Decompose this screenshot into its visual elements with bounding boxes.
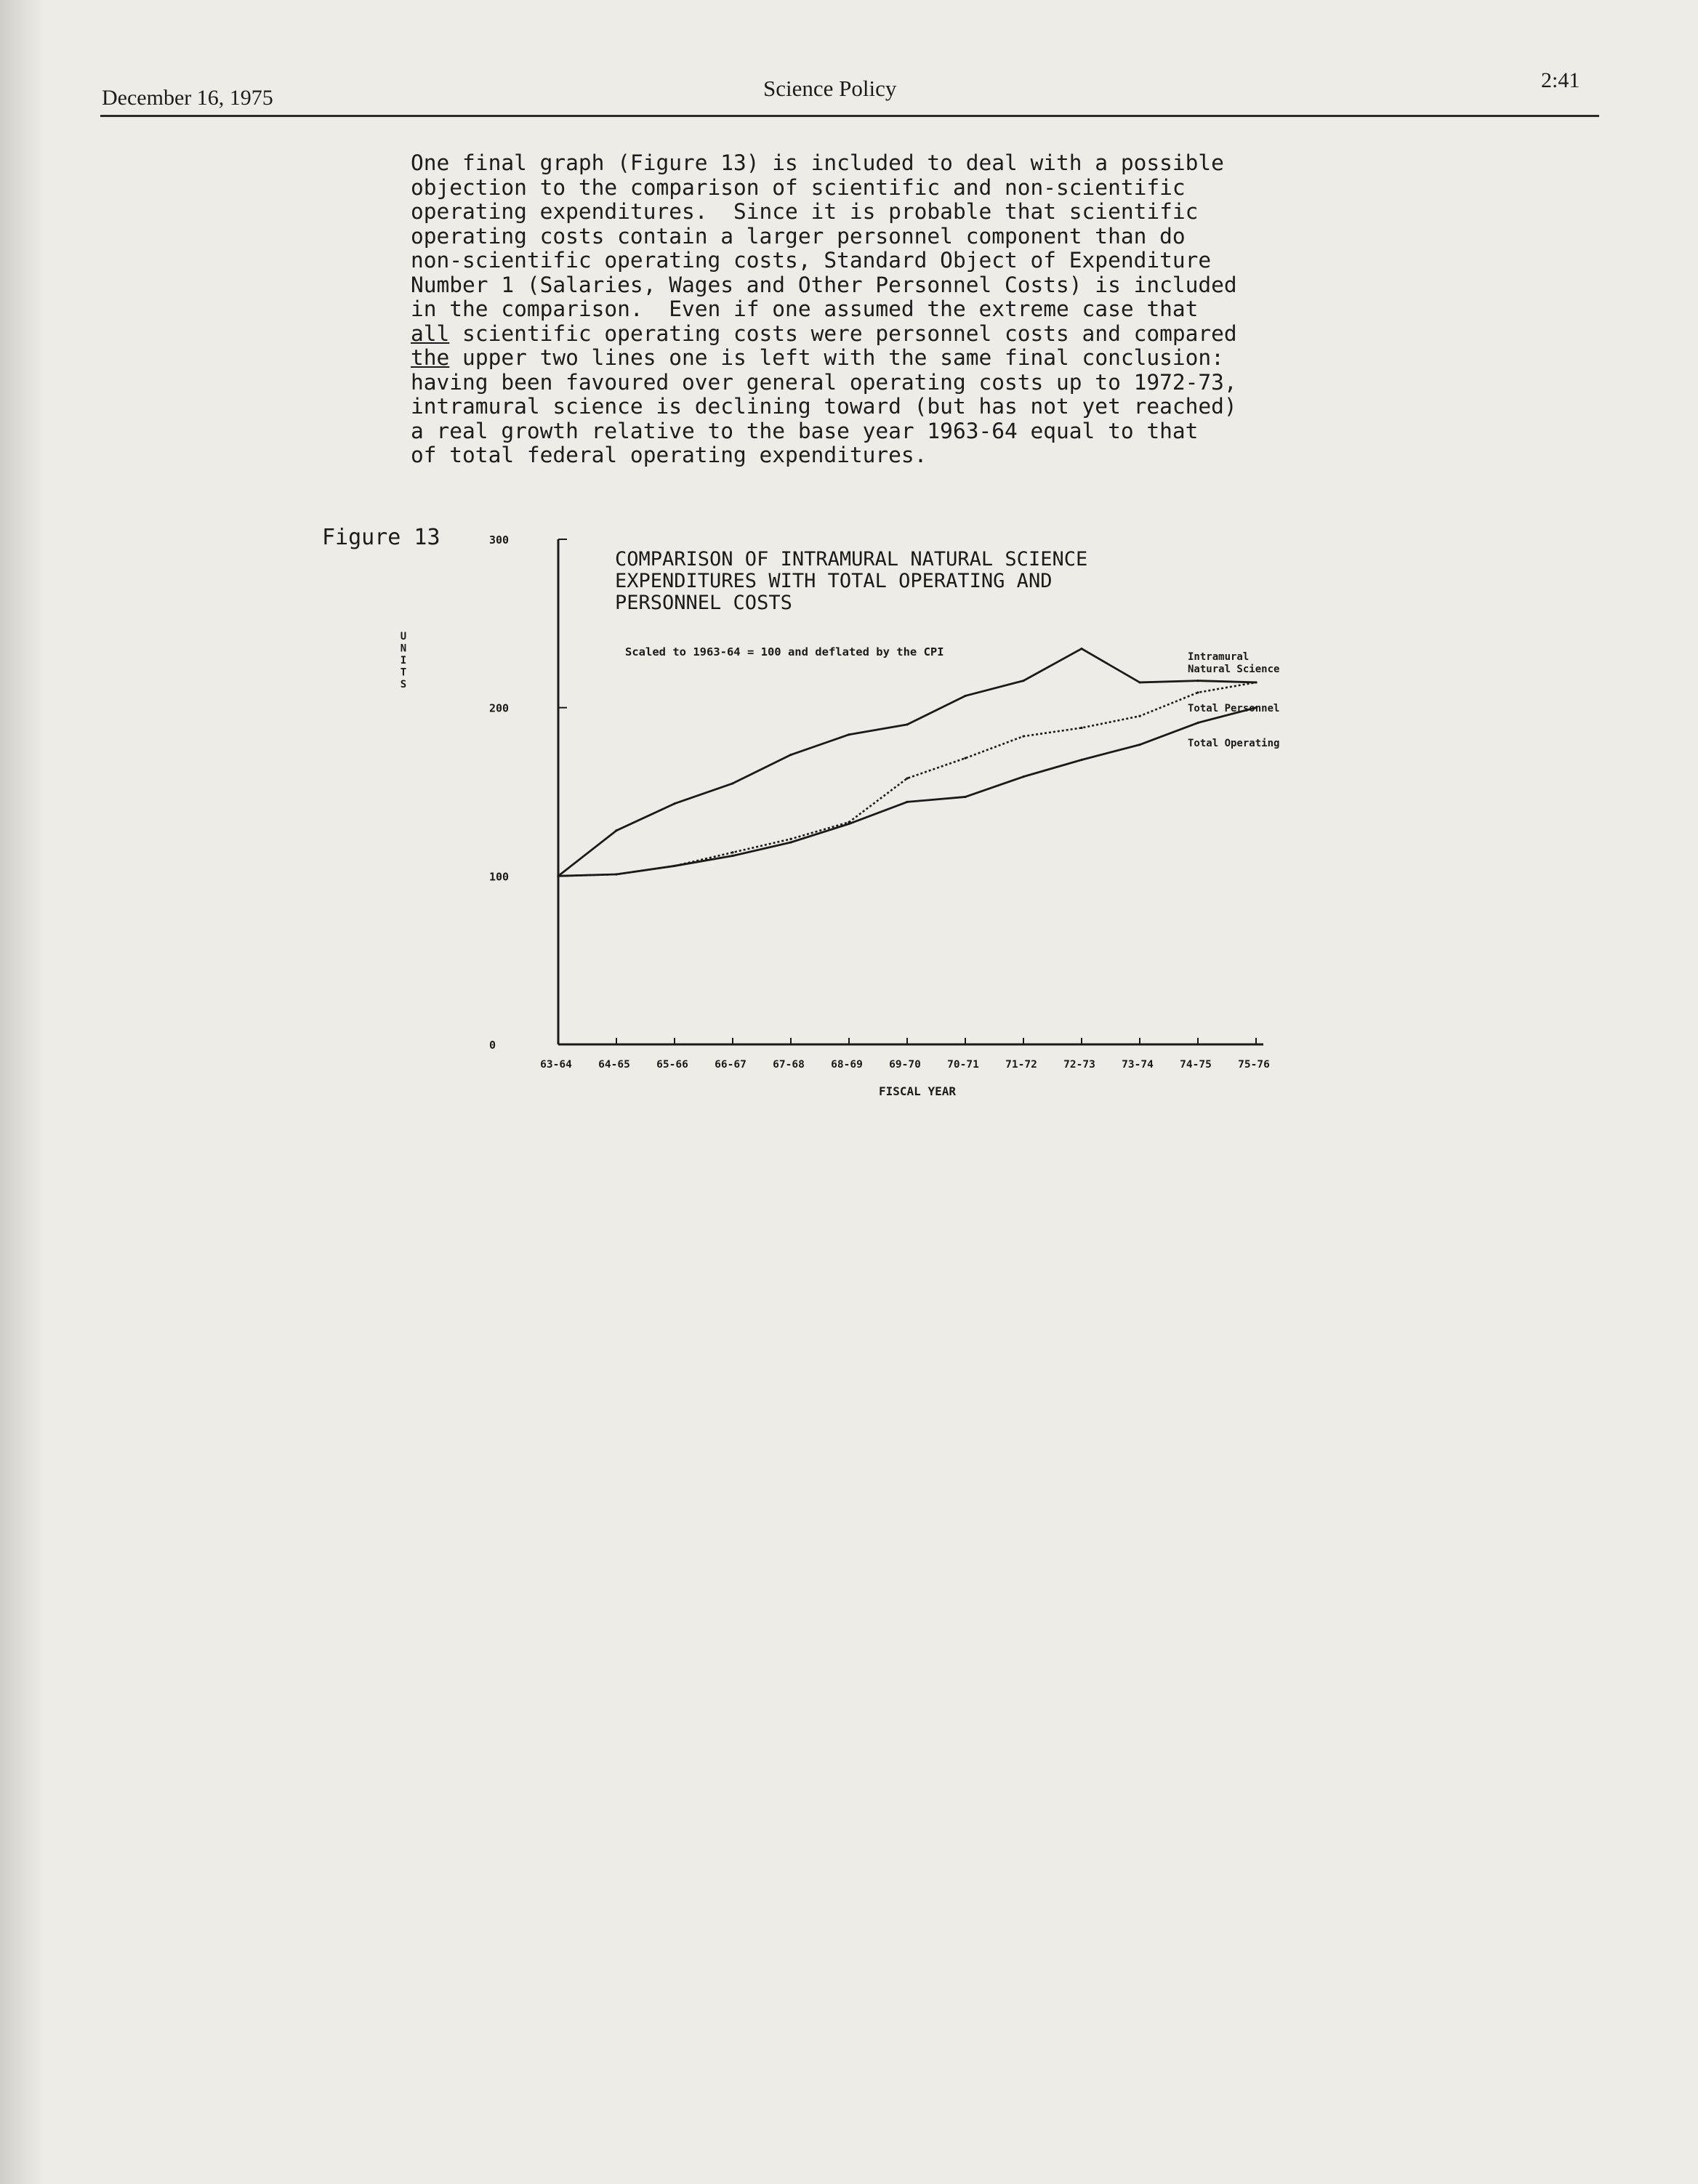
figure-label: Figure 13 bbox=[322, 525, 440, 550]
paragraph-line-underlined: all scientific operating costs were personnel costs and compared bbox=[411, 321, 1237, 346]
series-label: Natural Science bbox=[1188, 664, 1280, 675]
underlined-word: the bbox=[411, 345, 450, 370]
data-point bbox=[731, 855, 733, 857]
data-point bbox=[731, 782, 733, 784]
data-point bbox=[1255, 681, 1257, 683]
data-point bbox=[1196, 680, 1199, 682]
x-tick-label: 64-65 bbox=[598, 1059, 630, 1071]
data-point bbox=[848, 733, 850, 736]
data-point bbox=[1022, 735, 1024, 737]
x-tick-label: 74-75 bbox=[1180, 1059, 1212, 1071]
x-tick-label: 65-66 bbox=[656, 1059, 688, 1071]
data-point bbox=[615, 829, 617, 831]
data-point bbox=[789, 841, 792, 843]
data-point bbox=[1138, 744, 1140, 746]
data-point bbox=[731, 851, 733, 853]
data-point bbox=[1196, 722, 1199, 724]
paragraph-line: One final graph (Figure 13) is included to deal with a possible bbox=[411, 150, 1224, 175]
paragraph-line: having been favoured over general operating costs up to 1972-73, bbox=[411, 369, 1237, 395]
data-point bbox=[1022, 775, 1024, 778]
x-tick-label: 70-71 bbox=[947, 1059, 979, 1071]
paragraph-line: of total federal operating expenditures. bbox=[411, 443, 928, 467]
data-point bbox=[1196, 691, 1199, 693]
data-point bbox=[1080, 727, 1082, 729]
x-tick-label: 68-69 bbox=[831, 1059, 863, 1071]
paragraph-line: a real growth relative to the base year 1963-64 equal to that bbox=[411, 418, 1199, 443]
data-point bbox=[906, 723, 908, 725]
x-tick-label: 75-76 bbox=[1238, 1059, 1270, 1071]
paragraph-line: Number 1 (Salaries, Wages and Other Personnel Costs) is included bbox=[411, 272, 1237, 297]
chart-subtitle: Scaled to 1963-64 = 100 and deflated by the CPI bbox=[625, 645, 944, 658]
paragraph-line: intramural science is declining toward (but has not yet reached) bbox=[411, 394, 1237, 419]
chart-title-line: EXPENDITURES WITH TOTAL OPERATING AND bbox=[615, 570, 1053, 592]
data-point bbox=[1080, 648, 1082, 650]
data-point bbox=[1080, 759, 1082, 761]
data-point bbox=[557, 875, 559, 877]
series-label: Total Personnel bbox=[1188, 703, 1280, 714]
x-tick-label: 66-67 bbox=[715, 1059, 747, 1071]
data-point bbox=[906, 801, 908, 803]
header-title: Science Policy bbox=[763, 76, 897, 101]
series-line bbox=[558, 649, 1256, 877]
chart-title-line: COMPARISON OF INTRAMURAL NATURAL SCIENCE bbox=[615, 548, 1088, 571]
series-label: Intramural bbox=[1188, 651, 1250, 663]
x-tick-label: 71-72 bbox=[1005, 1059, 1037, 1071]
header-date: December 16, 1975 bbox=[102, 86, 273, 110]
x-tick-label: 69-70 bbox=[889, 1059, 921, 1071]
data-point bbox=[964, 796, 966, 798]
y-axis-title-letter: T bbox=[400, 666, 407, 679]
data-point bbox=[789, 754, 792, 756]
y-axis-title-letter: S bbox=[400, 679, 407, 690]
series-line bbox=[558, 708, 1256, 877]
y-tick-label: 200 bbox=[489, 701, 510, 715]
chart-title-line: PERSONNEL COSTS bbox=[615, 592, 792, 614]
data-point bbox=[964, 695, 966, 697]
data-point bbox=[673, 865, 675, 867]
y-tick-label: 100 bbox=[489, 870, 510, 884]
data-point bbox=[673, 802, 675, 805]
x-axis-title: FISCAL YEAR bbox=[879, 1084, 956, 1098]
paragraph-line: objection to the comparison of scientific and non-scientific bbox=[411, 174, 1186, 200]
paragraph-line: in the comparison. Even if one assumed the extreme case that bbox=[411, 297, 1199, 321]
x-tick-label: 73-74 bbox=[1122, 1059, 1154, 1071]
x-tick-label: 63-64 bbox=[540, 1059, 572, 1071]
data-point bbox=[1022, 680, 1024, 682]
data-point bbox=[964, 757, 966, 759]
y-axis-title-letter: N bbox=[400, 642, 407, 655]
data-point bbox=[848, 823, 850, 825]
paragraph-line: non-scientific operating costs, Standard Object of Expenditure bbox=[411, 248, 1212, 273]
header-page-number: 2:41 bbox=[1541, 68, 1580, 92]
data-point bbox=[1138, 715, 1140, 717]
data-point bbox=[906, 777, 908, 779]
y-axis-title-letter: U bbox=[400, 631, 407, 642]
y-axis-title-letter: I bbox=[400, 655, 407, 666]
data-point bbox=[1138, 681, 1140, 683]
paragraph-line-underlined: the upper two lines one is left with the same final conclusion: bbox=[411, 345, 1224, 370]
x-tick-label: 72-73 bbox=[1063, 1059, 1095, 1071]
series-label: Total Operating bbox=[1188, 738, 1280, 749]
paragraph-line: operating expenditures. Since it is probable that scientific bbox=[411, 199, 1199, 224]
y-tick-label: 300 bbox=[489, 533, 510, 547]
data-point bbox=[789, 838, 792, 840]
x-tick-label: 67-68 bbox=[773, 1059, 805, 1071]
underlined-word: all bbox=[411, 321, 450, 346]
paragraph-line: operating costs contain a larger personnel component than do bbox=[411, 223, 1186, 249]
y-tick-label: 0 bbox=[489, 1039, 496, 1052]
data-point bbox=[615, 873, 617, 875]
